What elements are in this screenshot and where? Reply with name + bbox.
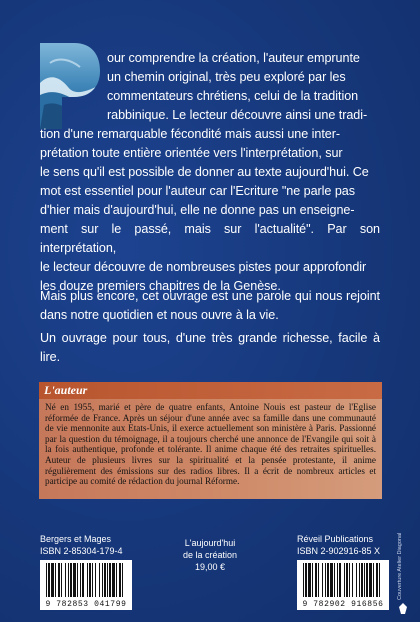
price-block: [150, 537, 270, 573]
barcode-bars: [40, 560, 132, 600]
blurb-line: d'hier mais d'aujourd'hui, elle ne donne pas un enseigne-: [40, 203, 355, 217]
blurb-paragraph-1: [40, 49, 380, 296]
book-title-line-1: L'aujourd'hui: [184, 538, 236, 548]
publisher-left-isbn: ISBN 2-85304-179-4: [40, 546, 123, 556]
publisher-left-name: Bergers et Mages: [40, 534, 112, 544]
blurb-line: prétation toute entière orientée vers l'interprétation, sur: [40, 146, 343, 160]
publisher-right: [297, 533, 380, 557]
publisher-right-isbn: ISBN 2-902916-85 X: [297, 546, 381, 556]
author-bio: Né en 1955, marié et père de quatre enfants, Antoine Nouis est pasteur de l'Eglise réformée de France. Après un séjour d'une année avec sa famille dans une communauté de vie mennonite aux Etats-Unis, il exerce actuellement son ministère à Paris. Passionné par la question du témoignage, il a toujours cherché une annonce de l'Evangile qui soit à la fois authentique, profonde et tolérante. Il anime chaque été des retraites spirituelles. Auteur de plusieurs livres sur la spiritualité et la pensée protestante, il anime régulièrement des émissions sur des radios libres. Il a écrit de nombreux articles et participe au comité de rédaction du journal Réforme.: [45, 402, 376, 487]
blurb-line: tion d'une remarquable fécondité mais aussi une inter-: [40, 127, 341, 141]
blurb-line: le sens qu'il est possible de donner au texte aujourd'hui. Ce: [40, 165, 369, 179]
barcode-right: [297, 560, 389, 610]
blurb-paragraph-2: Mais plus encore, cet ouvrage est une parole qui nous rejoint dans notre quotidien et nous ouvre à la vie.: [40, 289, 380, 322]
barcode-left-digits: 9 782853 041799: [45, 600, 127, 609]
cover-credit: Couverture Atelier Diagonal: [397, 532, 403, 600]
author-box: [39, 382, 382, 499]
author-heading: L'auteur: [44, 383, 88, 397]
blurb-line: ment sur le passé, mais sur l'actualité". Par son interprétation,: [40, 222, 380, 255]
blurb-line: commentateurs chrétiens, celui de la tradition: [107, 89, 359, 103]
author-header-bar: [39, 382, 382, 399]
blurb-line: les douze premiers chapitres de la Genèse.: [40, 279, 281, 293]
barcode-left: [40, 560, 132, 610]
blurb-paragraph-3: Un ouvrage pour tous, d'une très grande richesse, facile à lire.: [40, 331, 380, 364]
blurb-line: our comprendre la création, l'auteur emprunte: [107, 51, 360, 65]
blurb-line: un chemin original, très peu exploré par les: [107, 70, 346, 84]
publisher-logo-icon: [399, 603, 407, 614]
blurb-line: rabbinique. Le lecteur découvre ainsi une tradi-: [107, 108, 368, 122]
price-amount: 19,00 €: [194, 562, 226, 572]
publisher-right-name: Réveil Publications: [297, 534, 374, 544]
barcode-bars: [297, 560, 389, 600]
blurb-line: le lecteur découvre de nombreuses pistes pour approfondir: [40, 260, 367, 274]
publisher-left: [40, 533, 123, 557]
blurb-line: mot est essentiel pour l'auteur car l'Ecriture "ne parle pas: [40, 184, 355, 198]
barcode-right-digits: 9 782902 916856: [302, 600, 384, 609]
book-title-line-2: de la création: [182, 550, 238, 560]
